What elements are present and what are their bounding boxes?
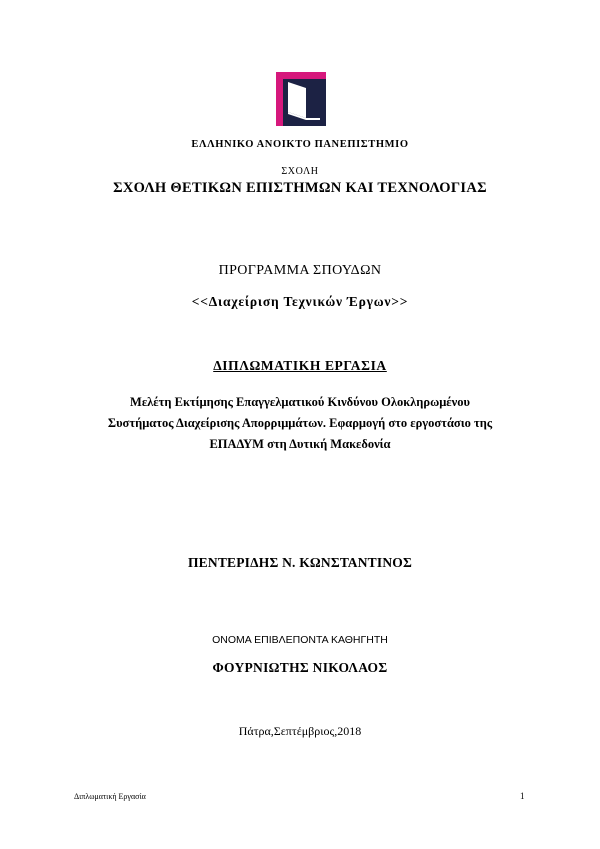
program-label: ΠΡΟΓΡΑΜΜΑ ΣΠΟΥΔΩΝ xyxy=(218,263,382,278)
school-label: ΣΧΟΛΗ xyxy=(281,166,319,177)
school-name: ΣΧΟΛΗ ΘΕΤΙΚΩΝ ΕΠΙΣΤΗΜΩΝ ΚΑΙ ΤΕΧΝΟΛΟΓΙΑΣ xyxy=(113,180,487,196)
supervisor-label: ΟΝΟΜΑ ΕΠΙΒΛΕΠΟΝΤΑ ΚΑΘΗΓΗΤΗ xyxy=(212,634,388,646)
page-number: 1 xyxy=(520,791,525,801)
thesis-title-line: ΕΠΑΔΥΜ στη Δυτική Μακεδονία xyxy=(209,437,391,451)
thesis-title-line: Συστήματος Διαχείρισης Απορριμμάτων. Εφαρμογή στο εργοστάσιο της xyxy=(107,416,493,430)
thesis-title xyxy=(60,392,540,455)
author-name: ΠΕΝΤΕΡΙΔΗΣ Ν. ΚΩΝΣΤΑΝΤΙΝΟΣ xyxy=(187,555,413,570)
footer-title: Διπλωματική Εργασία xyxy=(74,792,146,801)
program-name: <<Διαχείριση Τεχνικών Έργων>> xyxy=(191,294,409,309)
thesis-label: ΔΙΠΛΩΜΑΤΙΚΗ ΕΡΓΑΣΙΑ xyxy=(213,358,387,373)
university-logo-icon xyxy=(276,72,326,126)
thesis-title-line: Μελέτη Εκτίμησης Επαγγελματικού Κινδύνου Ολοκληρωμένου xyxy=(130,395,470,409)
supervisor-name: ΦΟΥΡΝΙΩΤΗΣ ΝΙΚΟΛΑΟΣ xyxy=(212,660,388,675)
university-name: ΕΛΛΗΝΙΚΟ ΑΝΟΙΚΤΟ ΠΑΝΕΠΙΣΤΗΜΙΟ xyxy=(191,139,409,150)
place-date: Πάτρα,Σεπτέμβριος,2018 xyxy=(238,724,362,738)
